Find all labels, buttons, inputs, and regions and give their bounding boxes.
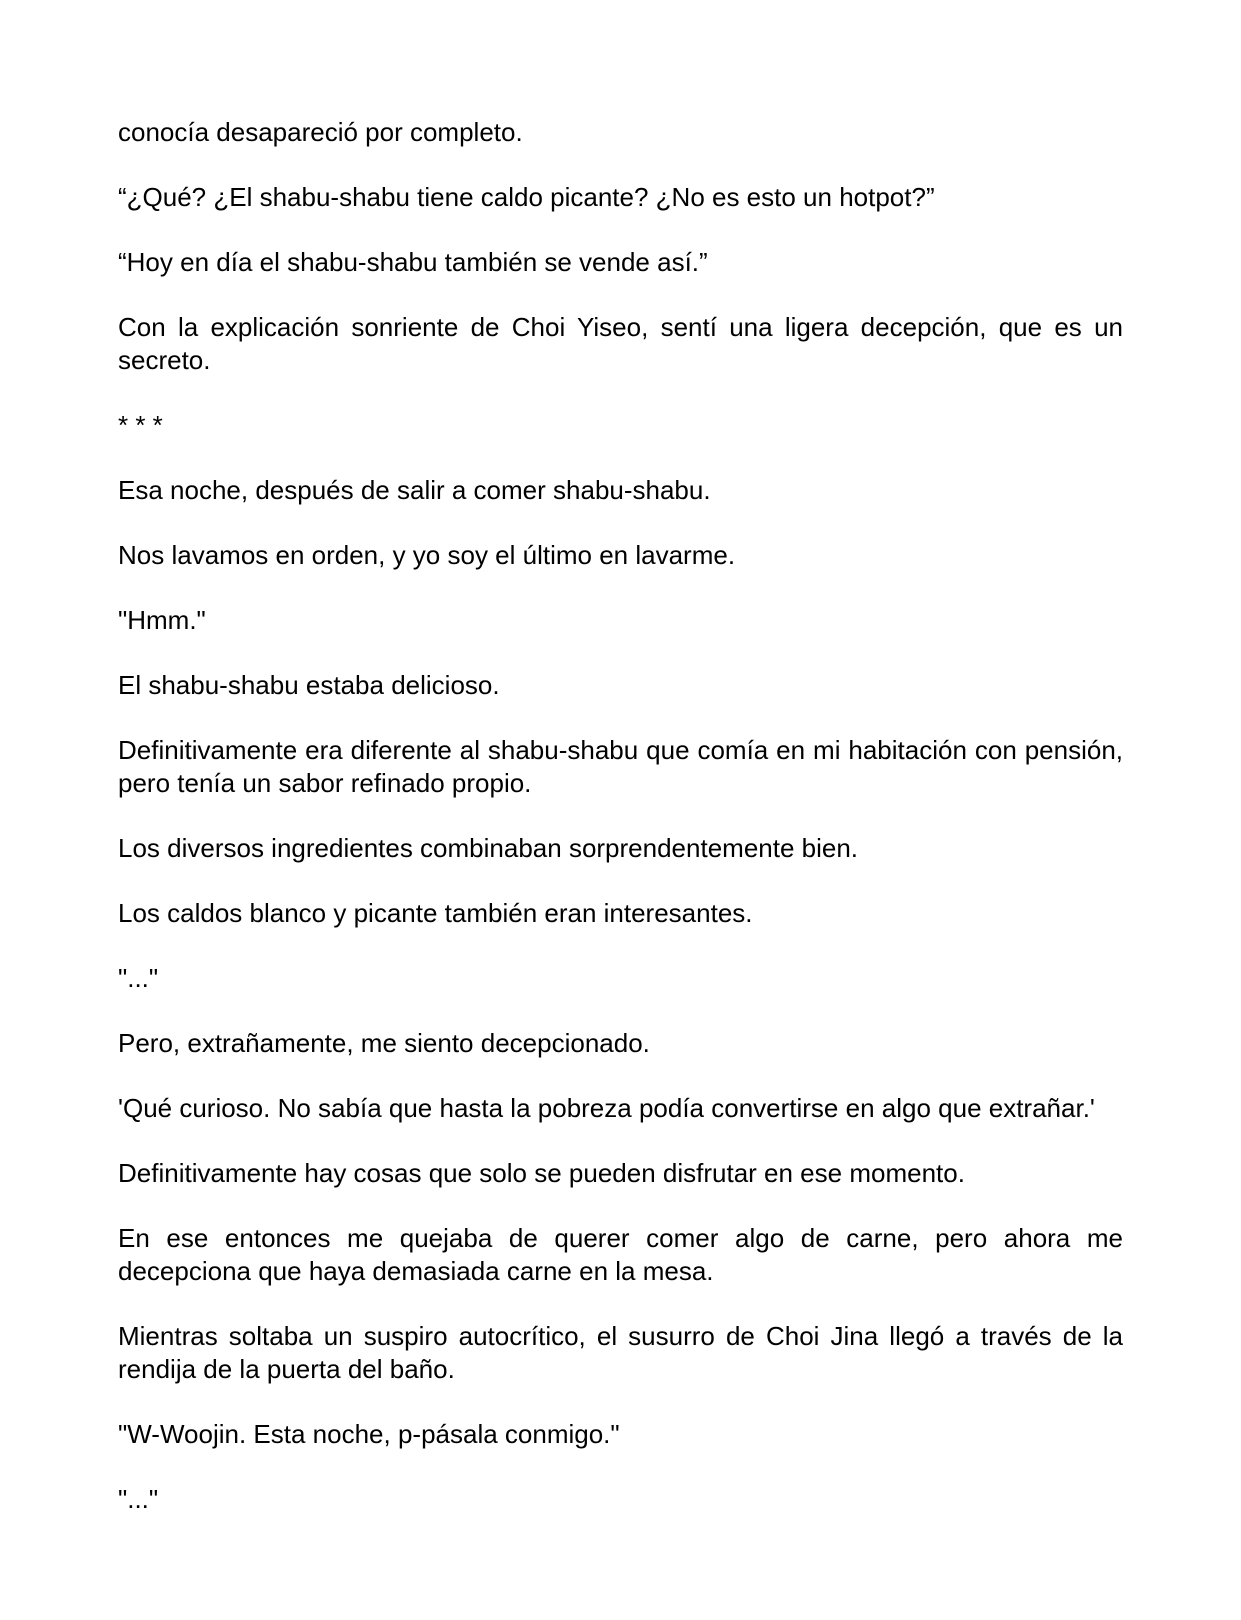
paragraph: "Hmm.": [118, 605, 206, 635]
paragraph: "...": [118, 963, 159, 993]
paragraph: “¿Qué? ¿El shabu-shabu tiene caldo picante? ¿No es esto un hotpot?”: [118, 182, 935, 212]
paragraph: 'Qué curioso. No sabía que hasta la pobreza podía convertirse en algo que extrañar.': [118, 1093, 1095, 1123]
paragraph: “Hoy en día el shabu-shabu también se vende así.”: [118, 247, 708, 277]
paragraph: "W-Woojin. Esta noche, p-pásala conmigo.": [118, 1419, 620, 1449]
document-body: [118, 116, 1123, 1516]
paragraph: "...": [118, 1484, 159, 1514]
paragraph: Esa noche, después de salir a comer shabu-shabu.: [118, 475, 711, 505]
paragraph: Nos lavamos en orden, y yo soy el último en lavarme.: [118, 540, 736, 570]
paragraph: Con la explicación sonriente de Choi Yiseo, sentí una ligera decepción, que es un secreto.: [118, 312, 1123, 375]
paragraph: Definitivamente era diferente al shabu-shabu que comía en mi habitación con pensión, pero tenía un sabor refinado propio.: [118, 735, 1123, 798]
paragraph: El shabu-shabu estaba delicioso.: [118, 670, 500, 700]
section-separator: * * *: [118, 410, 163, 440]
paragraph: Pero, extrañamente, me siento decepcionado.: [118, 1028, 650, 1058]
paragraph: Mientras soltaba un suspiro autocrítico, el susurro de Choi Jina llegó a través de la rendija de la puerta del baño.: [118, 1321, 1123, 1384]
paragraph: Los caldos blanco y picante también eran interesantes.: [118, 898, 753, 928]
paragraph: Los diversos ingredientes combinaban sorprendentemente bien.: [118, 833, 859, 863]
paragraph: Definitivamente hay cosas que solo se pueden disfrutar en ese momento.: [118, 1158, 965, 1188]
paragraph: En ese entonces me quejaba de querer comer algo de carne, pero ahora me decepciona que haya demasiada carne en la mesa.: [118, 1223, 1123, 1286]
paragraph: conocía desapareció por completo.: [118, 117, 523, 147]
